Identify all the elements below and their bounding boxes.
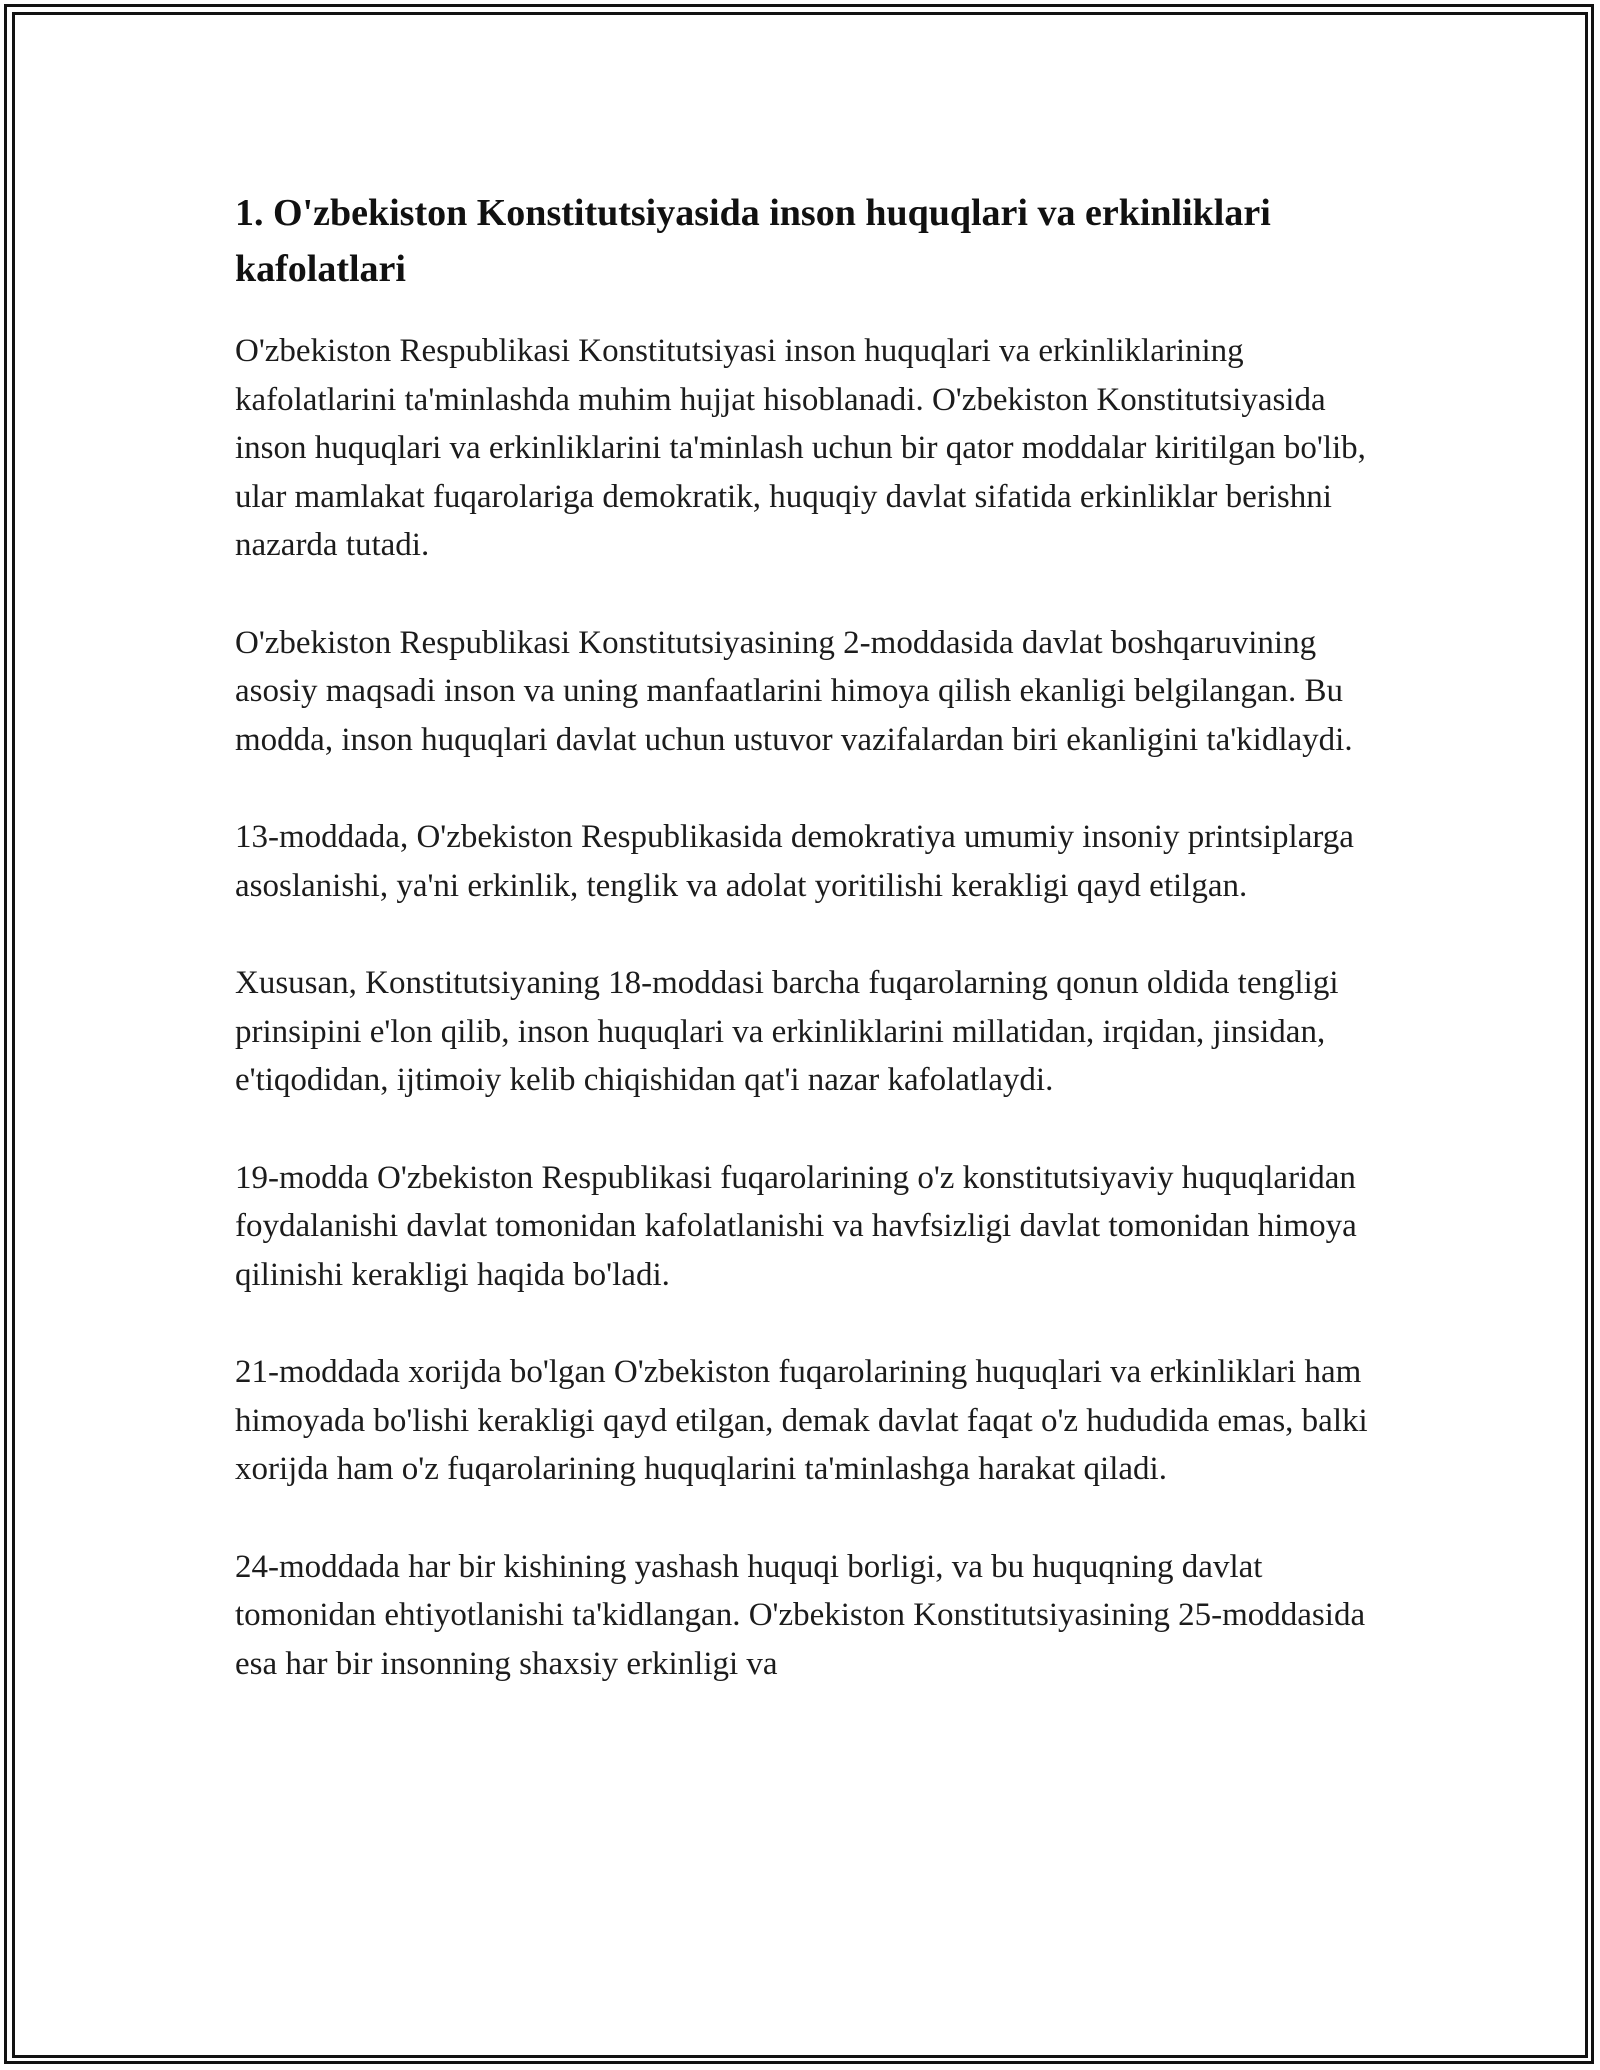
paragraph-article-19: 19-modda O'zbekiston Respublikasi fuqarolarining o'z konstitutsiyaviy huquqlaridan foydalanishi davlat tomonidan kafolatlanishi va havfsizligi davlat tomonidan himoya qilinishi kerakligi haqida bo'ladi. xyxy=(235,1159,1357,1293)
paragraph-article-21: 21-moddada xorijda bo'lgan O'zbekiston fuqarolarining huquqlari va erkinliklari ham himoyada bo'lishi kerakligi qayd etilgan, demak davlat faqat o'z hududida emas, balki xorijda ham o'z fuqarolarining huquqlarini ta'minlashga harakat qiladi. xyxy=(235,1354,1368,1487)
paragraph-article-13: 13-moddada, O'zbekiston Respublikasida demokratiya umumiy insoniy printsiplarga asoslanishi, ya'ni erkinlik, tenglik va adolat yoritilishi kerakligi qayd etilgan. xyxy=(235,819,1354,904)
paragraph-article-18: Xususan, Konstitutsiyaning 18-moddasi barcha fuqarolarning qonun oldida tengligi prinsipini e'lon qilib, inson huquqlari va erkinliklarini millatidan, irqidan, jinsidan, e'tiqodidan, ijtimoiy kelib chiqishidan qat'i nazar kafolatlaydi. xyxy=(235,965,1339,1098)
section-title: 1. O'zbekiston Konstitutsiyasida inson huquqlari va erkinliklari kafolatlari xyxy=(235,192,1271,290)
paragraph-article-2: O'zbekiston Respublikasi Konstitutsiyasining 2-moddasida davlat boshqaruvining asosiy maqsadi inson va uning manfaatlarini himoya qilish ekanligi belgilangan. Bu modda, inson huquqlari davlat uchun ustuvor vazifalardan biri ekanligini ta'kidlaydi. xyxy=(235,624,1353,758)
paragraph-article-24: 24-moddada har bir kishining yashash huquqi borligi, va bu huquqning davlat tomonidan ehtiyotlanishi ta'kidlangan. O'zbekiston Konstitutsiyasining 25-moddasida esa har bir insonning shaxsiy erkinligi va xyxy=(235,1548,1366,1682)
document-body xyxy=(235,185,1380,1737)
paragraph-intro: O'zbekiston Respublikasi Konstitutsiyasi inson huquqlari va erkinliklarining kafolatlarini ta'minlashda muhim hujjat hisoblanadi. O'zbekiston Konstitutsiyasida inson huquqlari va erkinliklarini ta'minlash uchun bir qator moddalar kiritilgan bo'lib, ular mamlakat fuqarolariga demokratik, huquqiy davlat sifatida erkinliklar berishni nazarda tutadi. xyxy=(235,333,1366,563)
